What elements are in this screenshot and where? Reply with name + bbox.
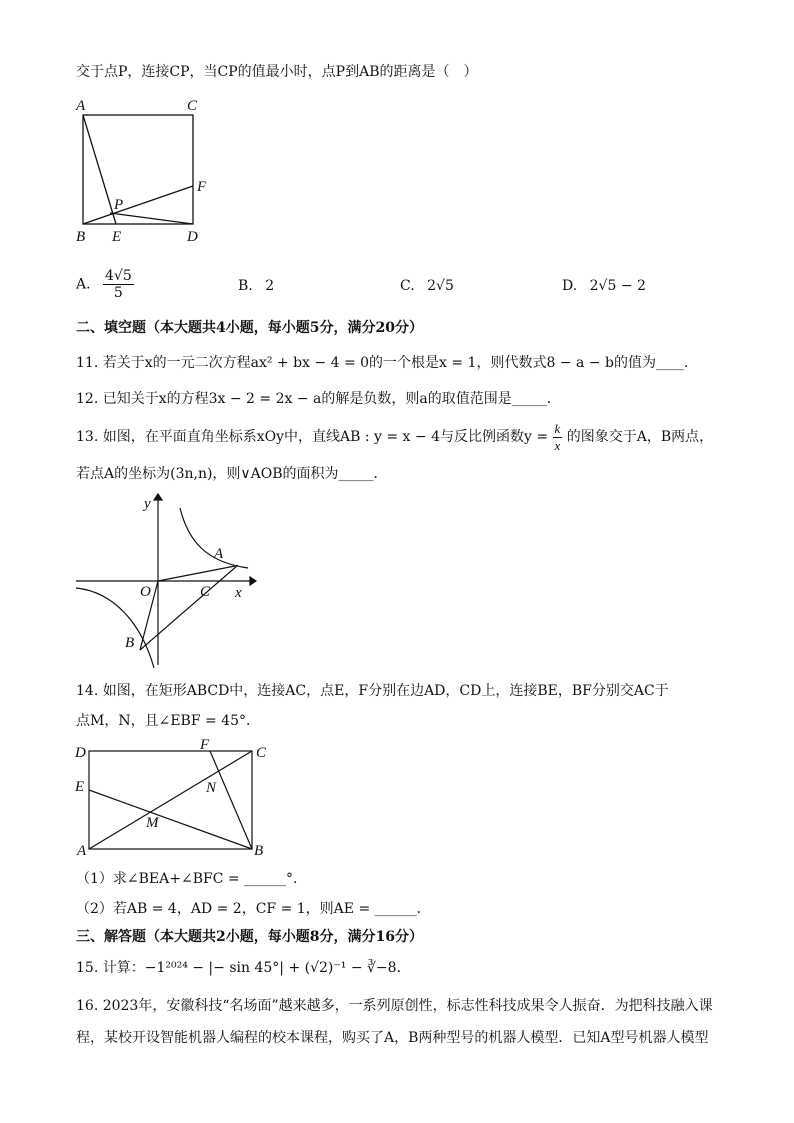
- q13-figure: [70, 490, 260, 670]
- label-A: A: [214, 546, 224, 562]
- label-E: E: [112, 229, 122, 245]
- q16-line1: 16. 2023年，安徽科技“名场面”越来越多，一系列原创性，标志性科技成果令人振奋．为把科技融入课: [76, 998, 713, 1014]
- label-B: B: [125, 635, 135, 651]
- section2-heading: 二、填空题（本大题共4小题，每小题5分，满分20分）: [76, 320, 423, 336]
- option-c[interactable]: C. 2√5: [400, 278, 454, 294]
- label-B: B: [76, 229, 86, 245]
- label-F: F: [200, 738, 210, 753]
- option-a[interactable]: A. $\frac{4√5}{5}$: [76, 268, 132, 301]
- q13-line1: 13. 如图，在平面直角坐标系xOy中，直线AB : y = x − 4与反比例函数y = $\frac{k}{x}$ 的图象交于A，B两点，: [76, 420, 714, 453]
- q14-figure: [70, 738, 280, 863]
- label-P: P: [114, 197, 124, 213]
- axis-y-label: y: [144, 496, 151, 512]
- label-E: E: [75, 779, 85, 795]
- q10-figure: [70, 92, 220, 252]
- q15-text: 15. 计算：−1²⁰²⁴ − |− sin 45°| + (√2)⁻¹ − ∛−8．: [76, 960, 411, 976]
- q13-line2: 若点A的坐标为(3n,n)，则∨AOB的面积为_____．: [76, 466, 388, 482]
- q10-stem-tail: 交于点P，连接CP，当CP的值最小时，点P到AB的距离是（ ）: [76, 64, 478, 80]
- label-O: O: [140, 584, 151, 600]
- section3-heading: 三、解答题（本大题共2小题，每小题8分，满分16分）: [76, 929, 423, 945]
- label-B: B: [254, 843, 264, 859]
- q14-line1: 14. 如图，在矩形ABCD中，连接AC，点E，F分别在边AD，CD上，连接BE，BF分别交AC于: [76, 683, 669, 699]
- q14-part1: （1）求∠BEA+∠BFC = ______°．: [76, 871, 308, 887]
- option-d[interactable]: D. 2√5 − 2: [562, 278, 646, 294]
- axis-x-label: x: [235, 585, 242, 601]
- label-M: M: [146, 815, 159, 831]
- option-b[interactable]: B. 2: [238, 278, 275, 294]
- label-C: C: [200, 584, 211, 600]
- label-A: A: [76, 98, 86, 114]
- q16-line2: 程，某校开设智能机器人编程的校本课程，购买了A，B两种型号的机器人模型．已知A型号机器人模型: [76, 1030, 709, 1046]
- q11-text: 11. 若关于x的一元二次方程ax² + bx − 4 = 0的一个根是x = 1，则代数式8 − a − b的值为____．: [76, 355, 698, 371]
- label-A: A: [77, 843, 87, 859]
- label-N: N: [206, 780, 217, 796]
- q12-text: 12. 已知关于x的方程3x − 2 = 2x − a的解是负数，则a的取值范围是_____．: [76, 391, 561, 407]
- label-C: C: [187, 98, 198, 114]
- q14-line2: 点M，N，且∠EBF = 45°．: [76, 713, 260, 729]
- label-F: F: [197, 179, 207, 195]
- q14-part2: （2）若AB = 4，AD = 2，CF = 1，则AE = ______．: [76, 901, 431, 917]
- label-D: D: [187, 229, 198, 245]
- label-D: D: [75, 745, 86, 761]
- label-C: C: [256, 745, 267, 761]
